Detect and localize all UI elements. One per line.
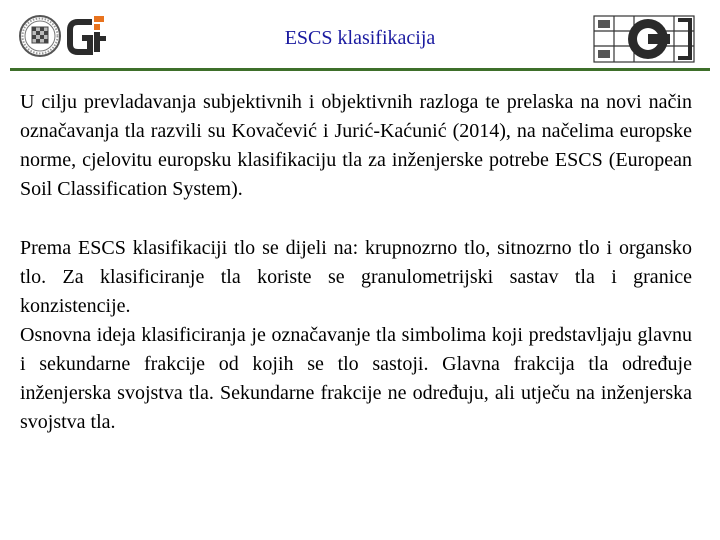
institute-logo <box>590 12 698 66</box>
body-paragraph: Prema ESCS klasifikaciji tlo se dijeli na: krupnozrno tlo, sitnozrno tlo i organsko tlo. Za klasificiranje tla koriste se granulometrijski sastav tla i granice konzistencije. <box>20 237 692 317</box>
slide-body <box>20 88 692 437</box>
body-paragraph: U cilju prevladavanja subjektivnih i objektivnih razloga te prelaska na novi način označavanja tla razvili su Kovačević i Jurić-Kaćunić (2014), na načelima europske norme, cjelovitu europsku klasifikaciju tla za inženjerske potrebe ESCS (European Soil Classification System). <box>20 91 692 200</box>
header-divider <box>10 68 710 71</box>
body-paragraph: Osnovna ideja klasificiranja je označavanje tla simbolima koji predstavljaju glavnu i sekundarne frakcije od kojih se tlo sastoji. Glavna frakcija tla određuje inženjerska svojstva tla. Sekundarne frakcije ne određuju, ali utječu na inženjerska svojstva tla. <box>20 324 692 433</box>
page-title: ESCS klasifikacija <box>284 27 436 49</box>
slide-header <box>0 0 720 70</box>
